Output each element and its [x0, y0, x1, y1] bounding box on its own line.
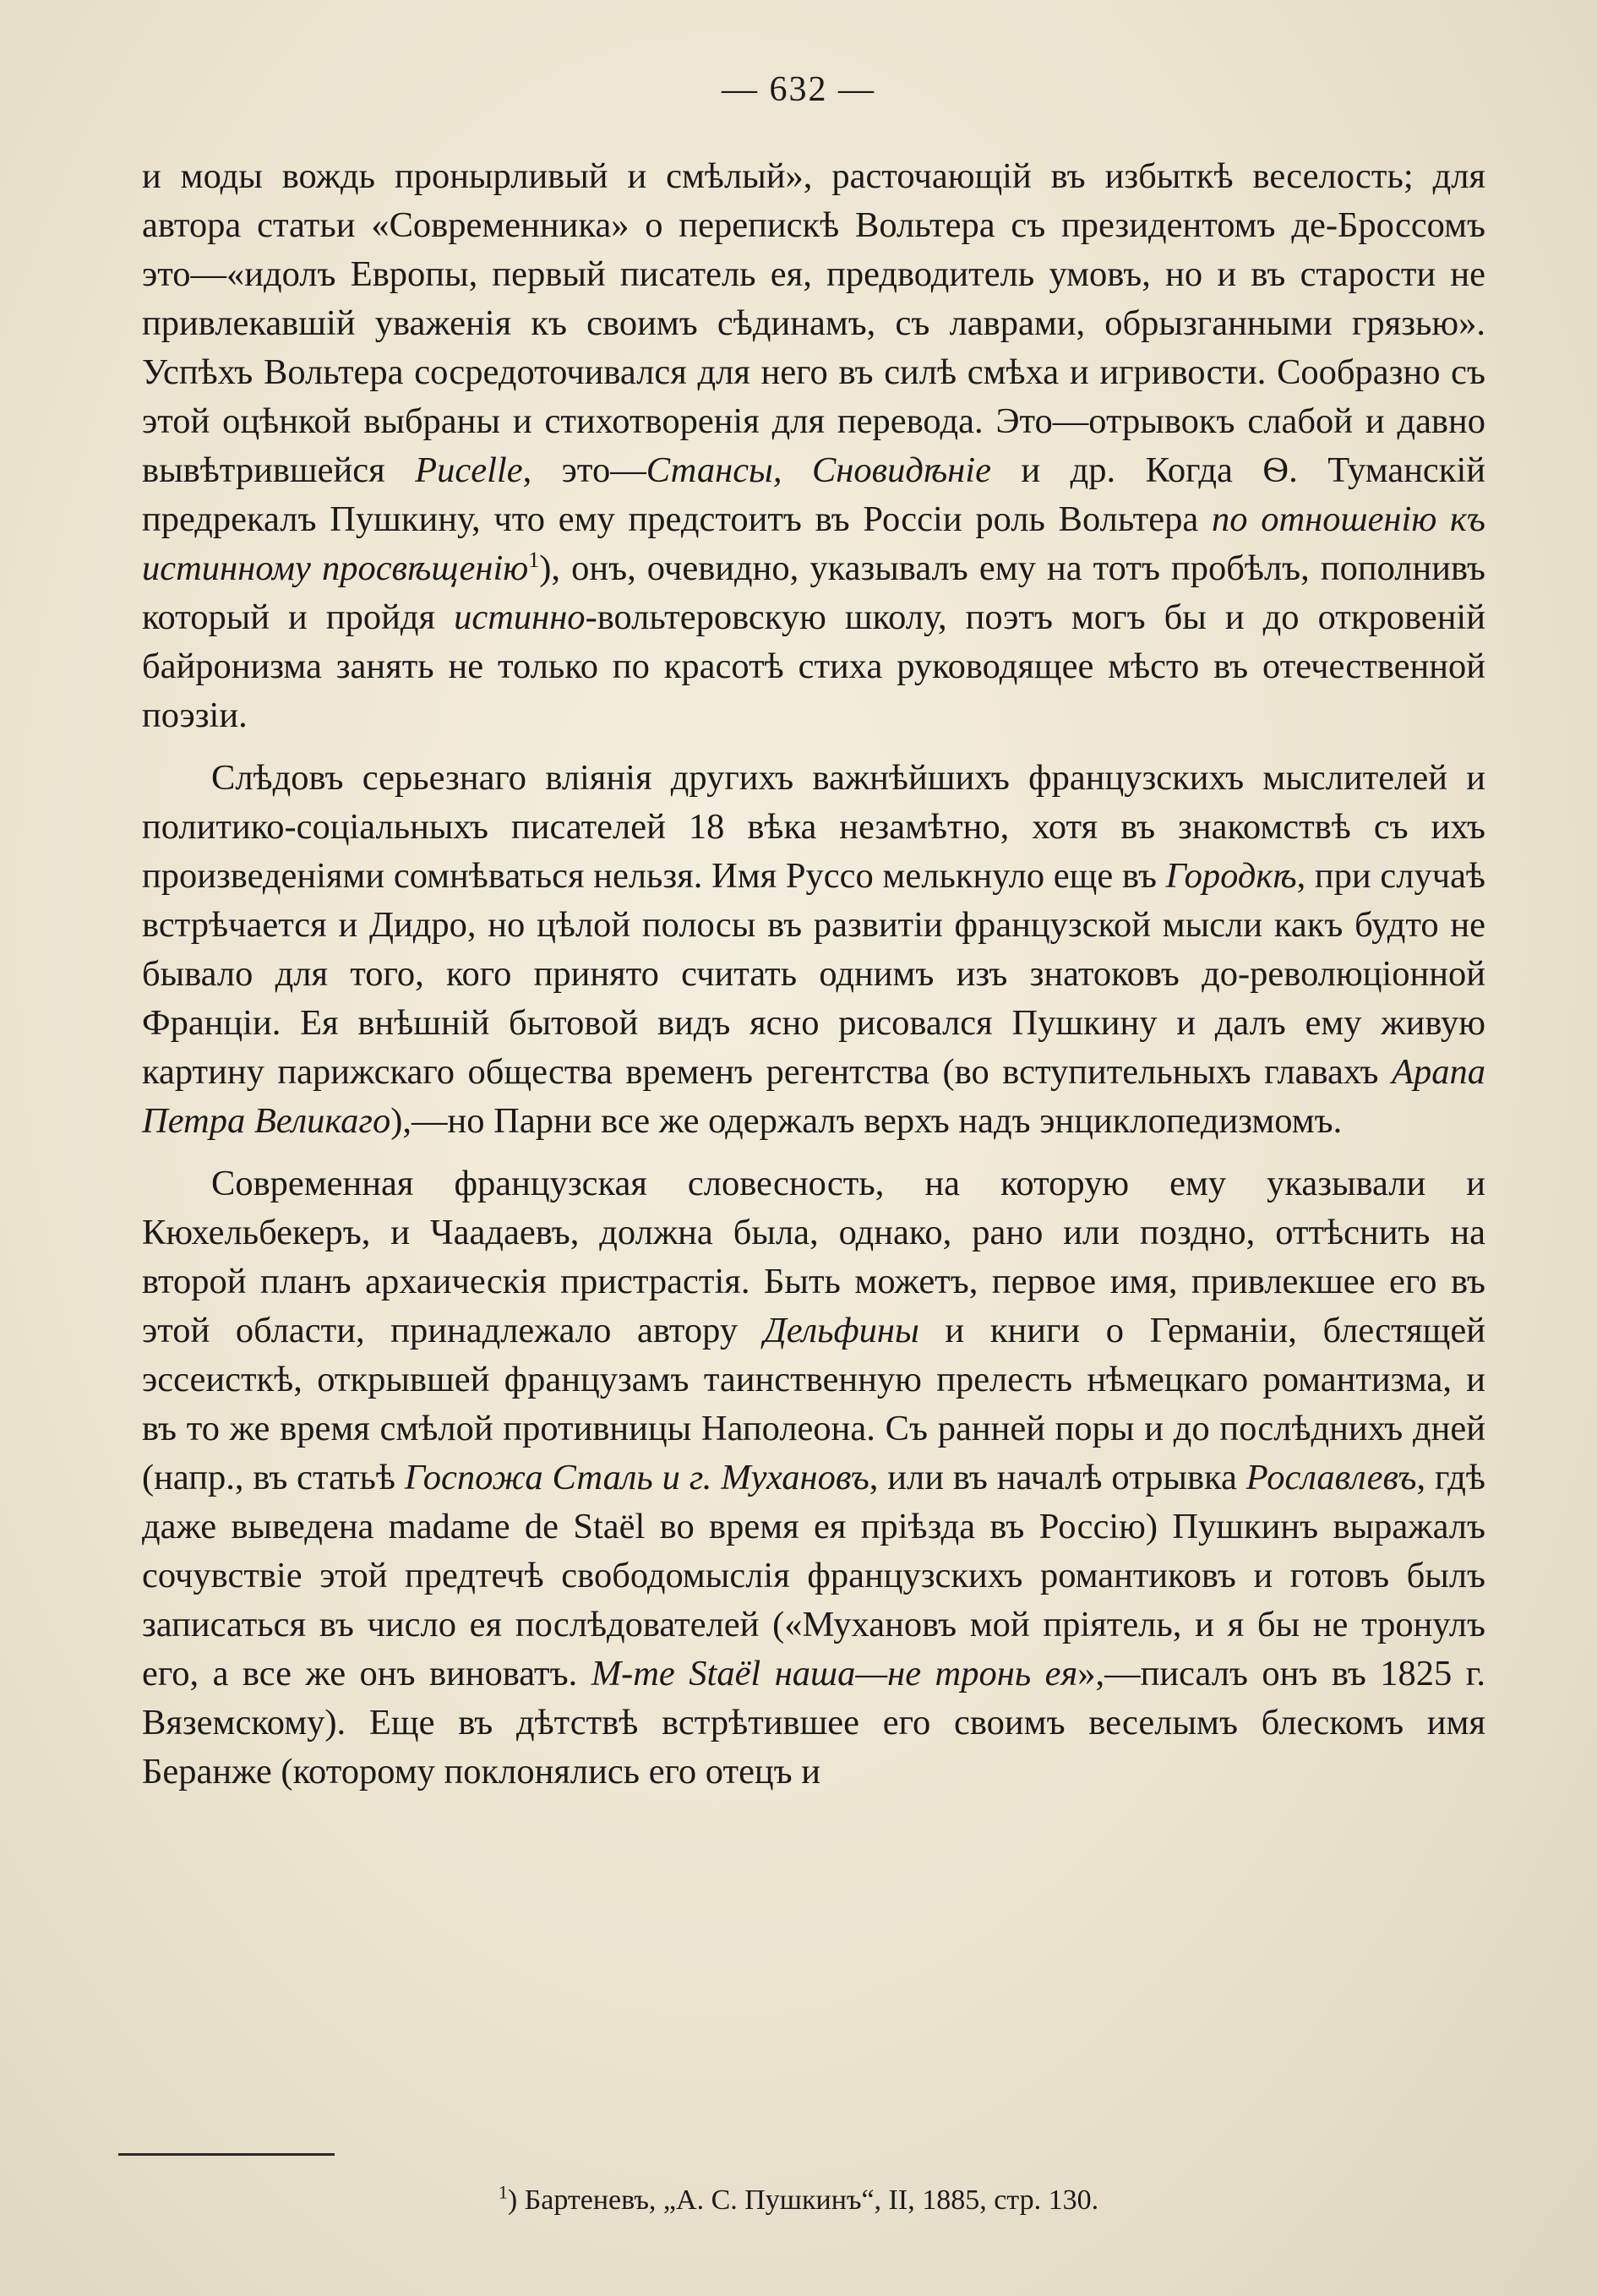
- text-run: -вольтеровскую школу, поэтъ могъ бы и до откровеній байронизма занять не только по красотѣ стиха руководящее мѣсто въ отечественной поэзіи.: [142, 597, 1485, 735]
- italic-text: M-me Staël наша—не тронь ея: [591, 1654, 1078, 1693]
- italic-text: Стансы, Сновидѣніе: [646, 450, 991, 490]
- text-run: и моды вождь пронырливый и смѣлый», расточающій въ избыткѣ веселость; для автора статьи «Современника» о перепискѣ Вольтера съ президентомъ де-Броссомъ это—«идолъ Европы, первый писатель ея, предводитель умовъ, но и въ старости не привлекавшій уваженія къ своимъ сѣдинамъ, съ лаврами, обрызганными грязью». Успѣхъ Вольтера сосредоточивался для него въ силѣ смѣха и игривости. Сообразно съ этой оцѣнкой выбраны и стихотворенія для перевода. Это—отрывокъ слабой и давно вывѣтрившейся: [142, 156, 1485, 490]
- text-run: Слѣдовъ серьезнаго вліянія другихъ важнѣйшихъ французскихъ мыслителей и политико-соціальныхъ писателей 18 вѣка незамѣтно, хотя въ знакомствѣ съ ихъ произведеніями сомнѣваться нельзя. Имя Руссо мелькнуло еще въ: [142, 758, 1485, 896]
- text-run: , или въ началѣ отрывка: [869, 1458, 1246, 1497]
- footnote-text: ) Бартеневъ, „А. С. Пушкинъ“, II, 1885, стр. 130.: [507, 2184, 1099, 2216]
- text-run: , гдѣ даже выведена madame de Staël во время ея пріѣзда въ Россію) Пушкинъ выражалъ сочувствіе этой предтечѣ свободомыслія французскихъ романтиковъ и готовъ былъ записаться въ число ея послѣдователей («Мухановъ мой пріятель, и я бы не тронулъ его, а все же онъ виноватъ.: [142, 1458, 1485, 1693]
- body-text: [142, 152, 1485, 1810]
- text-run: »,—писалъ онъ въ 1825 г. Вяземскому). Еще въ дѣтствѣ встрѣтившее его своимъ веселымъ блескомъ имя Беранже (которому поклонялись его отецъ и: [142, 1654, 1485, 1792]
- italic-text: Рославлевъ: [1245, 1458, 1417, 1497]
- italic-text: Госпожа Сталь и г. Мухановъ: [404, 1458, 869, 1497]
- paragraph-1: [142, 152, 1485, 740]
- text-run: и др. Когда Ѳ. Туманскій предрекалъ Пушкину, что ему предстоитъ въ Россіи роль Вольтера: [142, 450, 1486, 539]
- text-run: Современная французская словесность, на которую ему указывали и Кюхельбекеръ, и Чаадаевъ, должна была, однако, рано или поздно, оттѣснить на второй планъ архаическія пристрастія. Быть можетъ, первое имя, привлекшее его въ этой области, принадлежало автору: [142, 1164, 1485, 1350]
- italic-text: по отношенію къ истинному просвѣщенію: [142, 499, 1485, 588]
- italic-text: Дельфины: [763, 1311, 919, 1350]
- footnote-marker: 1: [498, 2181, 508, 2203]
- italic-text: Городкѣ: [1165, 856, 1297, 896]
- paragraph-2: [142, 754, 1485, 1146]
- italic-text: Pucelle: [415, 450, 523, 490]
- text-run: , при случаѣ встрѣчается и Дидро, но цѣлой полосы въ развитіи французской мысли какъ будто не бывало для того, кого принято считать однимъ изъ знатоковъ до-революціонной Франціи. Ея внѣшній бытовой видъ ясно рисовался Пушкину и далъ ему живую картину парижскаго общества временъ регентства (во вступительныхъ главахъ: [142, 856, 1486, 1092]
- italic-text: истинно: [454, 597, 586, 637]
- text-run: , это—: [522, 450, 646, 490]
- text-run: и книги о Германіи, блестящей эссеисткѣ, открывшей французамъ таинственную прелесть нѣмецкаго романтизма, и въ то же время смѣлой противницы Наполеона. Съ ранней поры и до послѣднихъ дней (напр., въ статьѣ: [142, 1311, 1485, 1497]
- paragraph-3: [142, 1159, 1485, 1797]
- footnote: [0, 2182, 1597, 2219]
- page-number: — 632 —: [722, 70, 875, 109]
- footnote-reference: 1: [528, 547, 540, 572]
- italic-text: Арапа Петра Великаго: [142, 1052, 1485, 1141]
- footnote-divider: [118, 2153, 335, 2156]
- text-run: ), онъ, очевидно, указывалъ ему на тотъ пробѣлъ, пополнивъ который и пройдя: [142, 548, 1485, 637]
- text-run: ),—но Парни все же одержалъ верхъ надъ энциклопедизмомъ.: [390, 1101, 1343, 1141]
